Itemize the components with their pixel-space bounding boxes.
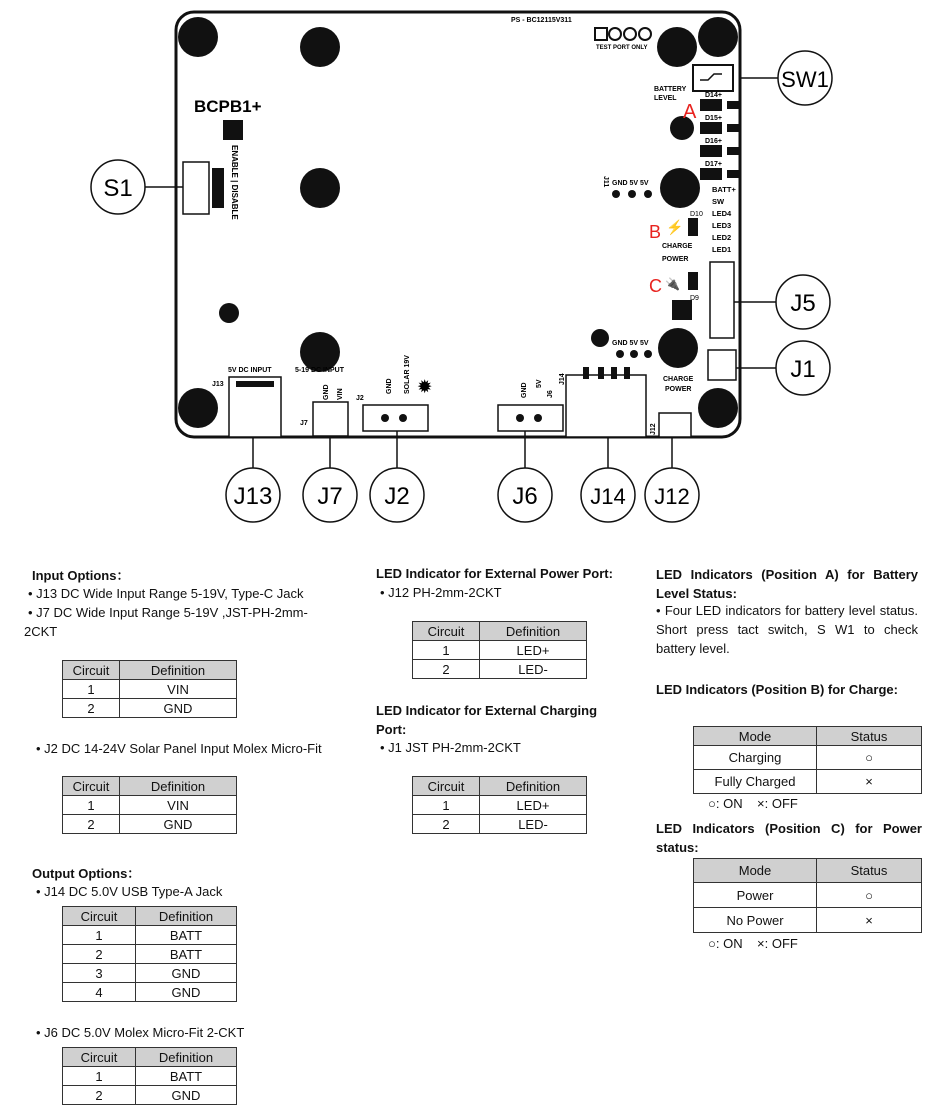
svg-text:D16+: D16+ [705,138,722,145]
j7-bullet: • J7 DC Wide Input Range 5-19V ,JST-PH-2mm- [28,605,308,620]
svg-text:GND: GND [386,378,393,394]
table-row: 1 LED+ [413,641,587,660]
level-label: LEVEL [654,95,677,102]
input-table: Circuit Definition 1 VIN 2 GND [62,660,237,718]
table-row: 4 GND [63,983,237,1002]
j11-label: J11 [602,176,609,188]
table-row: 2 LED- [413,660,587,679]
svg-text:J14: J14 [590,484,626,509]
j7-bullet-cont: 2CKT [24,624,58,639]
callout-j1 [776,341,830,395]
j12-bullet: • J12 PH-2mm-2CKT [380,585,502,600]
svg-text:LED2: LED2 [712,233,732,242]
j6-table: Circuit Definition 1 BATT 2 GND [62,1047,237,1105]
svg-text:J7: J7 [317,483,343,510]
j11-pins-label: GND 5V 5V [612,180,649,187]
svg-text:S1: S1 [103,175,133,202]
svg-text:J6: J6 [512,483,538,510]
table-row: 2 BATT [63,945,237,964]
part-number: PS - BC12115V311 [511,17,572,24]
table-row: 2 GND [63,815,237,834]
s1-enable-disable-label: ENABLE | DISABLE [230,145,239,220]
j2-table: Circuit Definition 1 VIN 2 GND [62,776,237,834]
board-title: BCPB1+ [194,97,262,116]
svg-text:CHARGE: CHARGE [663,376,694,383]
svg-text:D17+: D17+ [705,161,722,168]
j4-pins-label: GND 5V 5V [612,340,649,347]
position-c-label: C [649,276,662,296]
lightning-icon: ⚡ [666,219,684,235]
svg-text:LED4: LED4 [712,209,732,218]
test-port-label: TEST PORT ONLY [596,45,648,51]
led-b-table: Mode Status Charging ○ Fully Charged × [693,726,922,794]
callout-sw1 [778,51,832,105]
svg-text:J12: J12 [654,484,690,509]
table-row: 3 GND [63,964,237,983]
table-row: 1 LED+ [413,796,587,815]
position-b-label: B [649,222,662,242]
callout-s1 [91,160,145,214]
svg-text:D14+: D14+ [705,92,722,99]
svg-text:D15+: D15+ [705,115,722,122]
table-row: 1 BATT [63,926,237,945]
led-d9 [688,272,698,290]
svg-text:POWER: POWER [665,386,692,393]
callout-j12 [645,468,699,522]
j11-pins [612,190,652,198]
svg-text:J14: J14 [559,373,566,385]
table-row: Power ○ [694,883,922,908]
callout-j13 [226,468,280,522]
svg-text:BATT+: BATT+ [712,185,736,194]
led-b-heading: LED Indicators (Position B) for Charge: [656,682,898,697]
external-power-table: Circuit Definition 1 LED+ 2 LED- [412,621,587,679]
svg-text:LED1: LED1 [712,245,732,254]
external-charging-table: Circuit Definition 1 LED+ 2 LED- [412,776,587,834]
external-power-heading: LED Indicator for External Power Port: [376,566,613,581]
svg-text:J1: J1 [790,356,816,383]
j1-bullet: • J1 JST PH-2mm-2CKT [380,740,521,755]
input-options-heading: Input Options： [32,568,130,583]
led-a-heading: LED Indicators (Position A) for Battery Level Status: [656,567,918,601]
j14-bullet: • J14 DC 5.0V USB Type-A Jack [36,884,223,899]
svg-text:5V: 5V [536,379,543,388]
svg-text:5-19 DC INPUT: 5-19 DC INPUT [295,367,345,374]
callout-j2 [370,468,424,522]
plug-icon: 🔌 [665,277,680,291]
j14-table: Circuit Definition 1 BATT 2 BATT 3 GND 4 GND [62,906,237,1002]
position-a-label: A [683,101,697,123]
svg-text:J12: J12 [650,423,657,435]
j1-connector [708,350,736,380]
svg-text:SW1: SW1 [781,67,829,92]
led-d10 [688,218,698,236]
svg-text:SW: SW [712,197,725,206]
battery-label: BATTERY [654,86,687,93]
callout-j5 [776,275,830,329]
svg-text:J13: J13 [233,483,273,510]
table-row: Fully Charged × [694,770,922,794]
external-charging-heading: LED Indicator for External Charging Port: [376,703,598,737]
led-b-legend: ○: ON ×: OFF [708,796,798,811]
j5-connector [710,262,734,338]
callout-j7 [303,468,357,522]
svg-text:J6: J6 [547,390,554,398]
svg-text:J2: J2 [384,483,410,510]
j6-bullet: • J6 DC 5.0V Molex Micro-Fit 2-CKT [36,1025,245,1040]
output-options-heading: Output Options： [32,866,141,881]
svg-text:J7: J7 [300,420,308,427]
table-row: 1 BATT [63,1067,237,1086]
svg-text:GND: GND [323,384,330,400]
svg-text:J13: J13 [212,381,224,388]
led-c-legend: ○: ON ×: OFF [708,936,798,951]
svg-text:GND: GND [521,382,528,398]
svg-text:J2: J2 [356,395,364,402]
board-diagram [0,0,947,540]
svg-text:SOLAR 19V: SOLAR 19V [404,355,411,394]
d9-label: D9 [690,295,699,302]
led-c-heading: LED Indicators (Position C) for Power status: [656,821,922,855]
j2-bullet: • J2 DC 14-24V Solar Panel Input Molex Micro-Fit [36,741,322,756]
table-row: Charging ○ [694,746,922,770]
j13-bullet: • J13 DC Wide Input Range 5-19V, Type-C Jack [28,586,304,601]
table-row: 2 LED- [413,815,587,834]
sun-icon: ✹ [418,379,432,396]
led-c-table: Mode Status Power ○ No Power × [693,858,922,933]
power-label: POWER [662,256,689,263]
charge-label: CHARGE [662,243,693,250]
svg-text:VIN: VIN [337,388,344,400]
table-row: 2 GND [63,1086,237,1105]
d10-label: D10 [690,211,703,218]
svg-text:J5: J5 [790,290,816,317]
svg-text:5V DC INPUT: 5V DC INPUT [228,367,272,374]
callout-j6 [498,468,552,522]
svg-text:LED3: LED3 [712,221,732,230]
table-row: No Power × [694,908,922,933]
callout-j14 [581,468,635,522]
table-row: 1 VIN [63,796,237,815]
led-a-text: • Four LED indicators for battery level status. Short press tact switch, S W1 to check battery level. [656,603,918,656]
table-row: 2 GND [63,699,237,718]
table-row: 1 VIN [63,680,237,699]
